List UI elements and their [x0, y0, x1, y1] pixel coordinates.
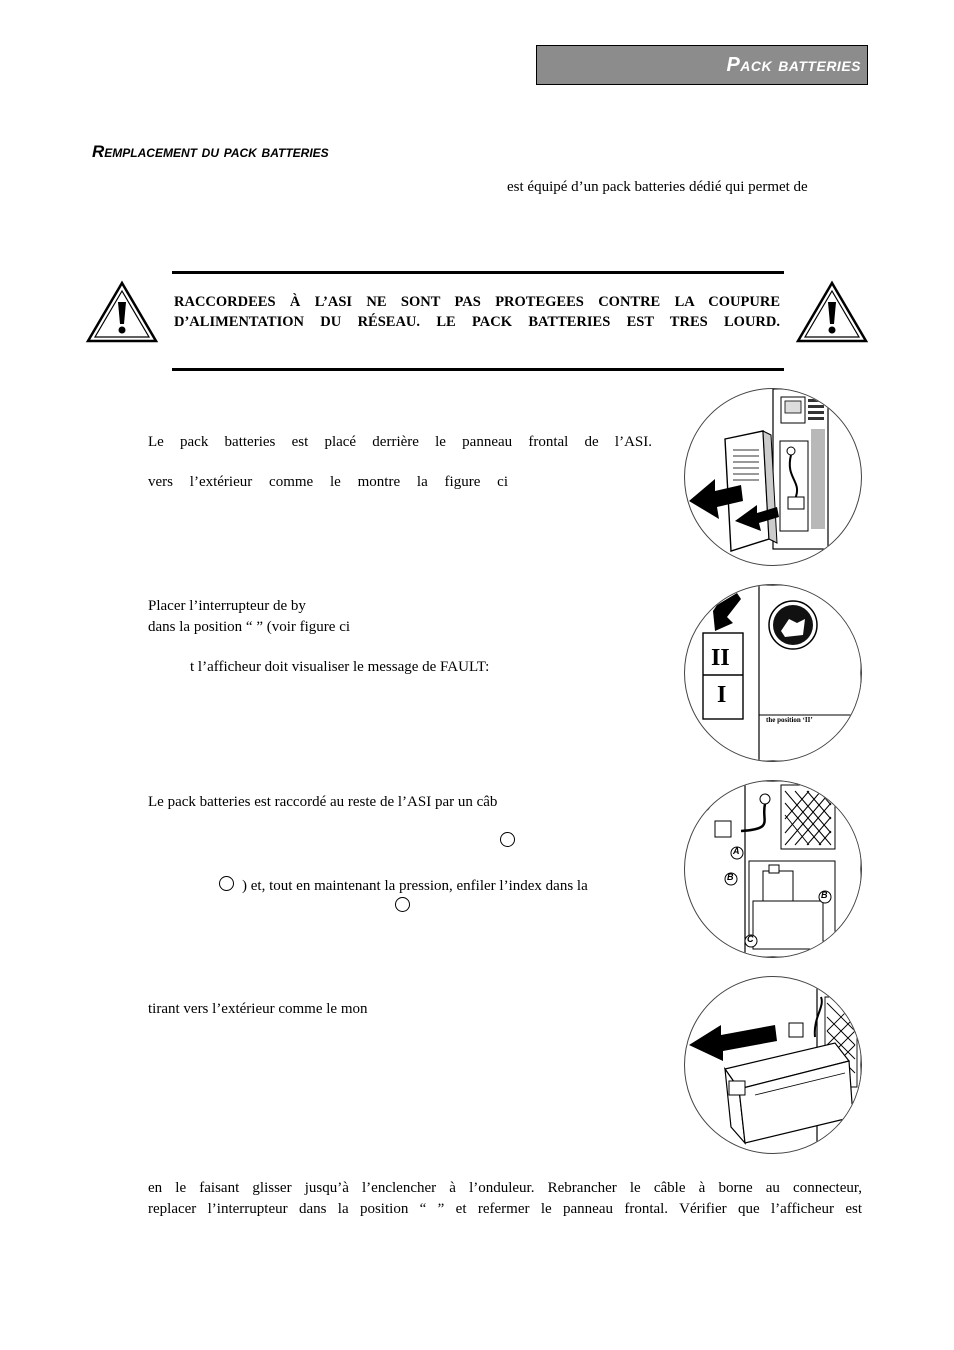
switch-position-2: II	[711, 645, 730, 671]
figure3-label-b: B	[821, 890, 828, 900]
figure3-label-a: A	[700, 798, 707, 808]
warning-line-2: D’ALIMENTATION DU RÉSEAU. LE PACK BATTERIES EST TRES LOURD.	[174, 314, 780, 330]
step2-line2: dans la position “ ” (voir figure ci	[148, 619, 351, 635]
figure2-caption: the position ‘II’	[766, 716, 813, 724]
header-title: Pack batteries	[726, 54, 861, 76]
figure-battery-cable	[684, 780, 862, 958]
step2-line3: t l’afficheur doit visualiser le message de FAULT:	[190, 659, 490, 675]
step5-line2: replacer l’interrupteur dans la position “ ” et refermer le panneau frontal. Vérifier que l’afficheur est	[148, 1201, 862, 1217]
warning-top-rule	[172, 271, 784, 274]
step1-line2: vers l’extérieur comme le montre la figure ci	[148, 474, 508, 490]
label-circle	[219, 876, 234, 891]
step4-line1: tirant vers l’extérieur comme le mon	[148, 1001, 368, 1017]
figure-panel-removal	[684, 388, 862, 566]
step5-line1: en le faisant glisser jusqu’à l’enclencher à l’onduleur. Rebrancher le câble à borne au connecteur,	[148, 1180, 862, 1196]
step3-line1: Le pack batteries est raccordé au reste de l’ASI par un câb	[148, 794, 498, 810]
figure-bypass-switch	[684, 584, 862, 762]
header-banner	[536, 45, 868, 85]
figure-battery-pullout	[684, 976, 862, 1154]
warning-icon	[795, 280, 869, 349]
step3-line2: ) et, tout en maintenant la pression, enfiler l’index dans la	[242, 878, 588, 894]
section-title: Remplacement du pack batteries	[92, 142, 329, 161]
figure3-label-a: A	[733, 846, 740, 856]
warning-bottom-rule	[172, 368, 784, 371]
step1-line1: Le pack batteries est placé derrière le panneau frontal de l’ASI.	[148, 434, 652, 450]
arrow-icon	[689, 1025, 777, 1061]
figure3-label-c: C	[747, 934, 754, 944]
arrow-icon	[713, 593, 741, 631]
label-circle	[395, 897, 410, 912]
switch-position-1: I	[717, 682, 727, 708]
warning-line-1: RACCORDEES À L’ASI NE SONT PAS PROTEGEES CONTRE LA COUPURE	[174, 294, 780, 310]
intro-text: est équipé d’un pack batteries dédié qui permet de	[507, 179, 808, 195]
warning-text	[174, 292, 780, 332]
warning-icon	[85, 280, 159, 349]
label-circle	[500, 832, 515, 847]
step2-line1: Placer l’interrupteur de by	[148, 598, 306, 614]
figure3-label-b: B	[727, 872, 734, 882]
